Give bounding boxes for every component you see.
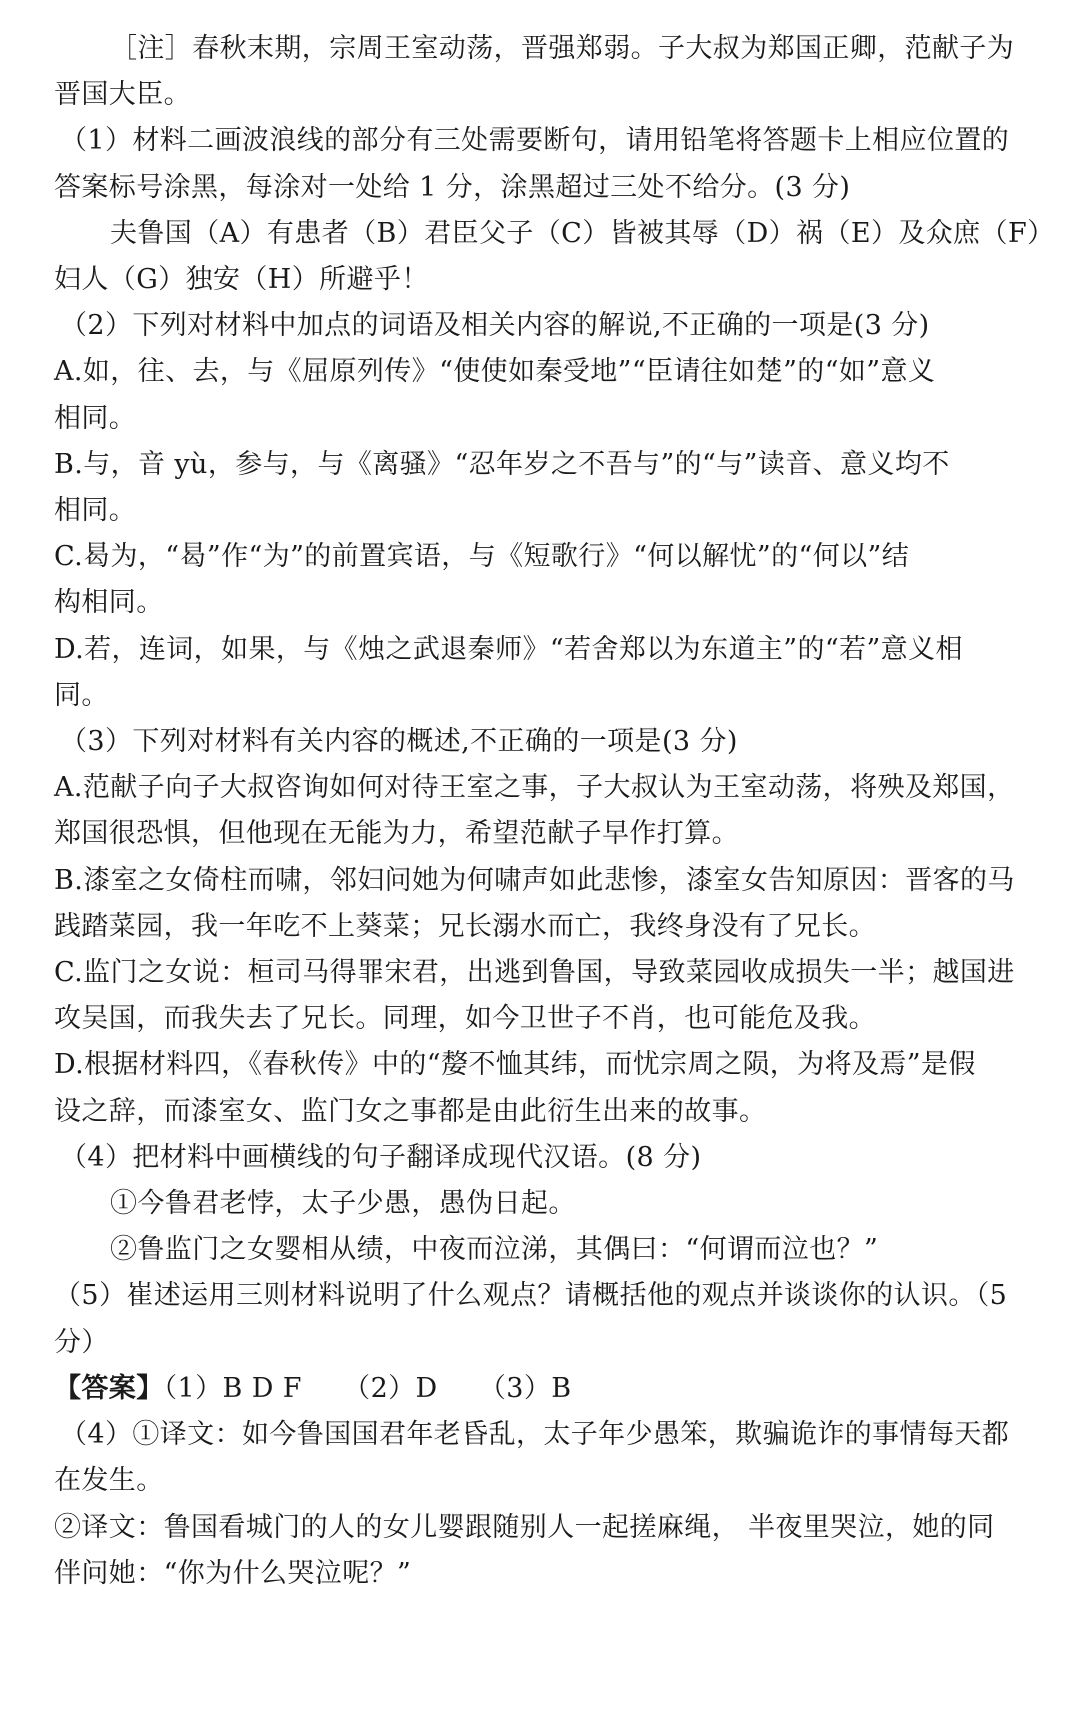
question-4-stem: （4）把材料中画横线的句子翻译成现代汉语。(8 分): [60, 1141, 702, 1173]
question-2-option-a-line-1: A.如，往、去，与《屈原列传》“使使如秦受地”“臣请往如楚”的“如”意义: [54, 356, 936, 388]
question-3-option-b-line-1: B.漆室之女倚柱而啸，邻妇问她为何啸声如此悲惨，漆室女告知原因：晋客的马: [54, 864, 1015, 896]
question-5-line-1: （5）崔述运用三则材料说明了什么观点？请概括他的观点并谈谈你的认识。（5: [54, 1280, 1008, 1312]
question-2-option-b-line-2: 相同。: [54, 495, 137, 527]
answer-4-translation-1-line-1: （4）①译文：如今鲁国国君年老昏乱，太子年少愚笨，欺骗诡诈的事情每天都: [60, 1419, 1010, 1451]
question-1-line-2: 答案标号涂黑，每涂对一处给 1 分，涂黑超过三处不给分。(3 分): [54, 171, 851, 203]
passage-line-1: 夫鲁国（A）有患者（B）君臣父子（C）皆被其辱（D）祸（E）及众庶（F）: [110, 217, 1055, 249]
question-2-option-c-line-1: C.曷为，“曷”作“为”的前置宾语，与《短歌行》“何以解忧”的“何以”结: [54, 541, 910, 573]
answer-line: [54, 1366, 1024, 1412]
answer-4-translation-2-line-2: 伴问她：“你为什么哭泣呢？”: [54, 1557, 412, 1589]
note-line-1: ［注］春秋末期，宗周王室动荡，晋强郑弱。子大叔为郑国正卿，范献子为: [110, 33, 1015, 64]
note-line-2: 晋国大臣。: [54, 79, 191, 111]
question-2-option-a-line-2: 相同。: [54, 402, 137, 434]
question-2-stem: （2）下列对材料中加点的词语及相关内容的解说,不正确的一项是(3 分): [60, 310, 930, 342]
question-3-option-b-line-2: 践踏菜园，我一年吃不上葵菜；兄长溺水而亡，我终身没有了兄长。: [54, 910, 876, 942]
question-3-stem: （3）下列对材料有关内容的概述,不正确的一项是(3 分): [60, 726, 738, 758]
question-2-option-d-line-1: D.若，连词，如果，与《烛之武退秦师》“若舍郑以为东道主”的“若”意义相: [54, 633, 963, 665]
passage-line-2: 妇人（G）独安（H）所避乎！: [54, 264, 429, 296]
answer-choices: （1）B D F （2）D （3）B: [163, 1372, 572, 1404]
question-4-sentence-1: ①今鲁君老悖，太子少愚，愚伪日起。: [110, 1188, 576, 1220]
answer-4-translation-2-line-1: ②译文：鲁国看城门的人的女儿婴跟随别人一起搓麻绳， 半夜里哭泣，她的同: [54, 1511, 995, 1543]
question-2-option-d-line-2: 同。: [54, 679, 109, 711]
question-3-option-a-line-2: 郑国很恐惧，但他现在无能为力，希望范献子早作打算。: [54, 818, 739, 850]
question-3-option-d-line-1: D.根据材料四，《春秋传》中的“嫠不恤其纬，而忧宗周之陨，为将及焉”是假: [54, 1049, 976, 1081]
question-3-option-c-line-2: 攻吴国，而我失去了兄长。同理，如今卫世子不肖，也可能危及我。: [54, 1003, 876, 1035]
document-page: [54, 26, 1055, 1597]
question-3-option-c-line-1: C.监门之女说：桓司马得罪宋君，出逃到鲁国，导致菜园收成损失一半；越国进: [54, 957, 1015, 989]
question-1-line-1: （1）材料二画波浪线的部分有三处需要断句，请用铅笔将答题卡上相应位置的: [60, 125, 1010, 157]
question-5-line-2: 分）: [54, 1326, 109, 1358]
question-2-option-c-line-2: 构相同。: [54, 587, 164, 619]
answer-4-translation-1-line-2: 在发生。: [54, 1465, 164, 1497]
question-2-option-b-line-1: B.与，音 yù，参与，与《离骚》“忍年岁之不吾与”的“与”读音、意义均不: [54, 448, 950, 480]
answer-tag: 【答案】: [54, 1372, 164, 1404]
question-4-sentence-2: ②鲁监门之女婴相从绩，中夜而泣涕，其偶曰：“何谓而泣也？”: [110, 1234, 879, 1266]
question-3-option-d-line-2: 设之辞，而漆室女、监门女之事都是由此衍生出来的故事。: [54, 1095, 767, 1127]
question-3-option-a-line-1: A.范献子向子大叔咨询如何对待王室之事，子大叔认为王室动荡，将殃及郑国，: [54, 772, 1015, 804]
